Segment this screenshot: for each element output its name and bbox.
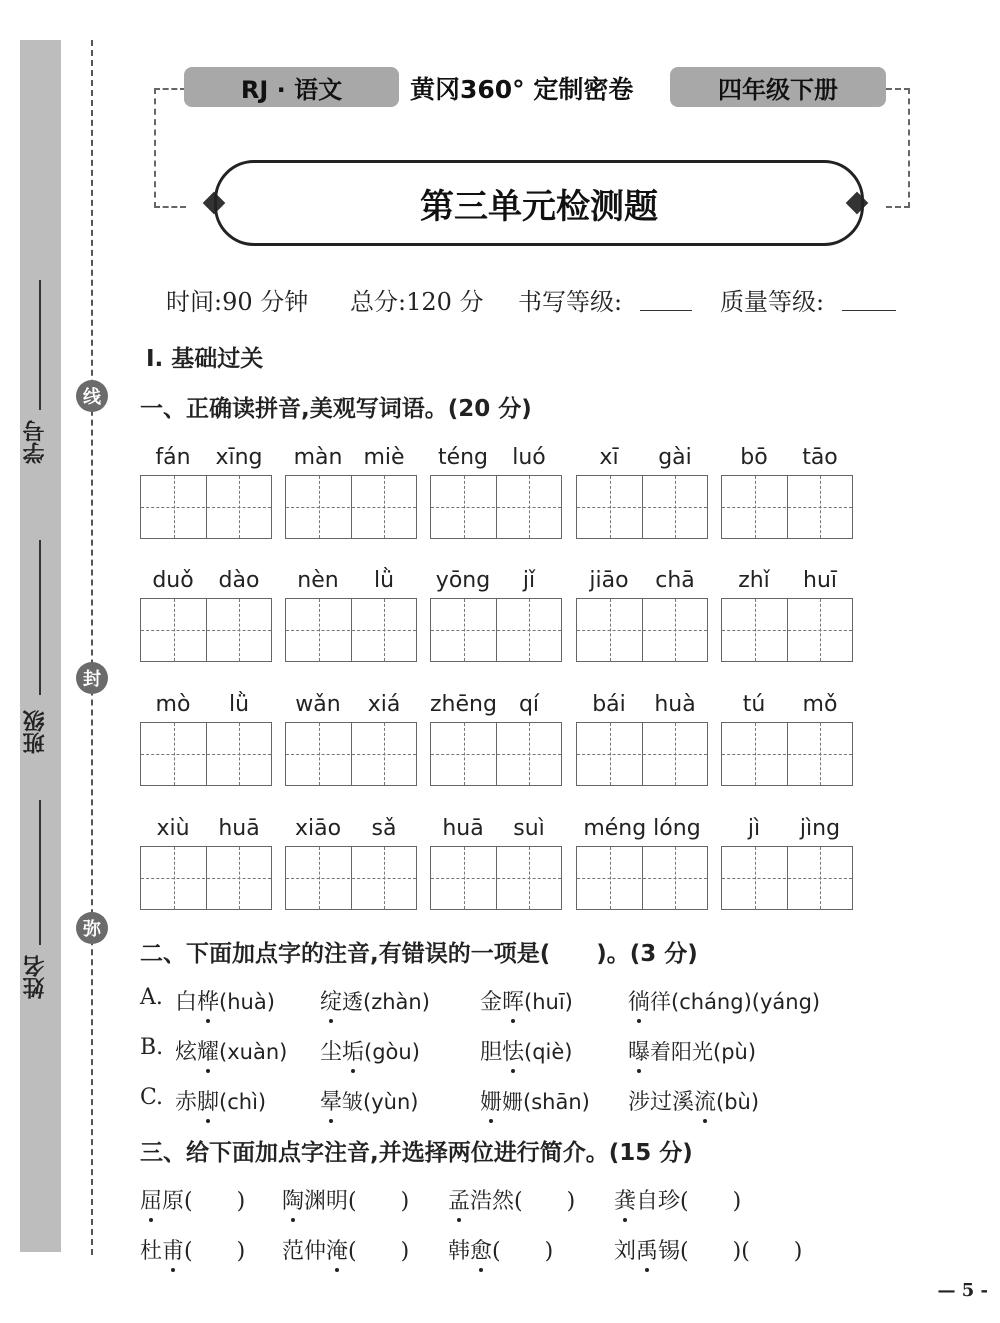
answer-blank[interactable]: 渊明( ) <box>304 1189 410 1214</box>
option-item <box>480 1085 590 1116</box>
poet-name-item[interactable] <box>282 1234 409 1265</box>
writing-box[interactable] <box>285 598 417 662</box>
writing-box[interactable] <box>576 846 708 910</box>
pinyin-annotation: 透(zhàn) <box>342 990 430 1014</box>
dotted-char: 晕 <box>320 1085 342 1116</box>
dotted-char: 脚 <box>197 1085 219 1116</box>
pinyin-label: mǒ <box>802 692 838 717</box>
plain-text: 金 <box>480 990 503 1015</box>
writing-box[interactable] <box>285 846 417 910</box>
plain-text: 赤 <box>175 1090 198 1115</box>
option-item <box>628 1035 756 1066</box>
subject-pill: RJ · 语文 <box>184 67 399 107</box>
writing-box[interactable] <box>721 475 853 539</box>
cut-line <box>91 40 93 1255</box>
dotted-char: 孟 <box>448 1184 470 1215</box>
pinyin-annotation: (qiè) <box>524 1040 573 1064</box>
quality-grade-label: 质量等级: <box>720 288 825 316</box>
option-item <box>628 1085 759 1116</box>
poet-name-item[interactable] <box>614 1234 802 1265</box>
answer-blank[interactable]: 锡( )( ) <box>658 1239 803 1264</box>
option-item <box>628 985 820 1016</box>
pinyin-label: jǐ <box>522 568 536 593</box>
writing-box[interactable] <box>576 475 708 539</box>
plain-text: 涉过溪 <box>628 1090 695 1115</box>
answer-blank[interactable]: ( ) <box>348 1239 410 1264</box>
dotted-char: 姗 <box>480 1085 502 1116</box>
writing-box[interactable] <box>430 846 562 910</box>
option-item <box>175 1035 287 1066</box>
dotted-char: 屈 <box>140 1184 162 1215</box>
time-info: 时间:90 分钟 <box>166 288 309 316</box>
dotted-char: 绽 <box>320 985 342 1016</box>
pinyin-label: huà <box>654 692 696 717</box>
class-label: 班级 <box>23 710 48 754</box>
pinyin-label: duǒ <box>152 568 194 593</box>
pinyin-label: lǜ <box>228 692 250 717</box>
pinyin-label: luó <box>512 445 546 470</box>
name-line <box>39 800 41 945</box>
option-label: B. <box>140 1035 164 1060</box>
pinyin-annotation: 皱(yùn) <box>342 1090 419 1114</box>
pinyin-label: chā <box>655 568 695 593</box>
dotted-char: 徜 <box>628 985 650 1016</box>
question-2-heading: 二、下面加点字的注音,有错误的一项是( )。(3 分) <box>140 941 698 967</box>
dotted-char: 桦 <box>197 985 219 1016</box>
part-heading: Ⅰ. 基础过关 <box>146 346 264 372</box>
option-item <box>175 1085 266 1116</box>
pinyin-label: zhēng <box>430 692 497 717</box>
writing-box[interactable] <box>430 598 562 662</box>
total-score-info: 总分:120 分 <box>350 288 484 316</box>
pinyin-label: xī <box>599 445 619 470</box>
series-title: 黄冈360° 定制密卷 <box>410 75 634 104</box>
pinyin-annotation: 姗(shān) <box>502 1090 590 1114</box>
answer-blank[interactable]: ( ) <box>492 1239 554 1264</box>
pinyin-annotation: (xuàn) <box>219 1040 288 1064</box>
writing-box[interactable] <box>576 722 708 786</box>
pinyin-label: miè <box>363 445 405 470</box>
writing-grade-blank[interactable] <box>640 310 692 311</box>
header-frame-right <box>886 88 910 208</box>
writing-box[interactable] <box>576 598 708 662</box>
option-item <box>320 1035 420 1066</box>
option-label: C. <box>140 1085 164 1110</box>
dotted-char: 垢 <box>342 1035 364 1066</box>
pinyin-annotation: 徉(cháng)(yáng) <box>650 990 821 1014</box>
plain-text: 杜 <box>140 1239 163 1264</box>
pinyin-label: bái <box>592 692 626 717</box>
dotted-char: 龚 <box>614 1184 636 1215</box>
pinyin-label: lǜ <box>373 568 395 593</box>
pinyin-label: wǎn <box>295 692 341 717</box>
writing-box[interactable] <box>140 598 272 662</box>
dotted-char: 愈 <box>470 1234 492 1265</box>
writing-box[interactable] <box>721 598 853 662</box>
poet-name-item[interactable] <box>282 1184 409 1215</box>
dotted-char: 陶 <box>282 1184 304 1215</box>
pinyin-label: huī <box>803 568 837 593</box>
pinyin-label: gài <box>658 445 692 470</box>
plain-text: 炫 <box>175 1040 198 1065</box>
plain-text: 范仲 <box>282 1239 327 1264</box>
poet-name-item[interactable] <box>448 1234 553 1265</box>
pinyin-label: xiāo <box>294 816 342 841</box>
writing-box[interactable] <box>285 722 417 786</box>
answer-blank[interactable]: ( ) <box>184 1239 246 1264</box>
pinyin-label: huā <box>218 816 260 841</box>
answer-blank[interactable]: 原( ) <box>162 1189 246 1214</box>
answer-blank[interactable]: 浩然( ) <box>470 1189 576 1214</box>
pinyin-label: mò <box>155 692 191 717</box>
pinyin-label: nèn <box>297 568 339 593</box>
pinyin-label: qí <box>518 692 540 717</box>
plain-text: 刘 <box>614 1239 637 1264</box>
pinyin-label: xīng <box>215 445 263 470</box>
pinyin-annotation: (gòu) <box>364 1040 420 1064</box>
pinyin-label: bō <box>740 445 768 470</box>
student-number-label: 学号 <box>23 420 48 464</box>
page-number: — 5 - <box>937 1280 988 1301</box>
pinyin-label: méng lóng <box>583 816 701 841</box>
writing-box[interactable] <box>721 722 853 786</box>
pinyin-label: yōng <box>435 568 491 593</box>
pinyin-label: xiá <box>367 692 401 717</box>
plain-text: 胆 <box>480 1040 503 1065</box>
pinyin-label: jìng <box>799 816 841 841</box>
pinyin-label: jiāo <box>589 568 629 593</box>
pinyin-label: fán <box>155 445 191 470</box>
writing-box[interactable] <box>140 722 272 786</box>
question-3-heading: 三、给下面加点字注音,并选择两位进行简介。(15 分) <box>140 1140 693 1166</box>
poet-name-item[interactable] <box>140 1184 245 1215</box>
pinyin-label: màn <box>293 445 343 470</box>
pinyin-label: suì <box>513 816 545 841</box>
option-label: A. <box>140 985 163 1010</box>
option-item <box>320 985 430 1016</box>
grade-pill: 四年级下册 <box>670 67 886 107</box>
seal-feng: 封 <box>76 662 108 694</box>
plain-text: 尘 <box>320 1040 343 1065</box>
dotted-char: 耀 <box>197 1035 219 1066</box>
dotted-char: 禹 <box>636 1234 658 1265</box>
seal-xian: 线 <box>76 380 108 412</box>
writing-box[interactable] <box>140 475 272 539</box>
pinyin-annotation: (huī) <box>524 990 573 1014</box>
dotted-char: 甫 <box>162 1234 184 1265</box>
pinyin-label: xiù <box>156 816 190 841</box>
plain-text: 白 <box>175 990 198 1015</box>
pinyin-label: huā <box>442 816 484 841</box>
seal-mi: 弥 <box>76 912 108 944</box>
dotted-char: 怯 <box>502 1035 524 1066</box>
exam-title: 第三单元检测题 <box>214 160 864 246</box>
writing-grade-label: 书写等级: <box>518 288 623 316</box>
answer-blank[interactable]: 自珍( ) <box>636 1189 742 1214</box>
option-item <box>320 1085 418 1116</box>
pinyin-label: zhǐ <box>738 568 770 593</box>
plain-text: 韩 <box>448 1239 471 1264</box>
writing-box[interactable] <box>430 722 562 786</box>
pinyin-label: tāo <box>802 445 838 470</box>
header-frame-left <box>154 88 186 208</box>
poet-name-item[interactable] <box>614 1184 741 1215</box>
dotted-char: 淹 <box>326 1234 348 1265</box>
pinyin-annotation: 着阳光(pù) <box>650 1040 757 1064</box>
binding-margin <box>20 40 61 1252</box>
quality-grade-blank[interactable] <box>842 310 896 311</box>
dotted-char: 流 <box>694 1085 716 1116</box>
writing-box[interactable] <box>721 846 853 910</box>
poet-name-item[interactable] <box>140 1234 245 1265</box>
pinyin-label: sǎ <box>371 816 397 841</box>
dotted-char: 曝 <box>628 1035 650 1066</box>
pinyin-annotation: (huà) <box>219 990 275 1014</box>
poet-name-item[interactable] <box>448 1184 575 1215</box>
pinyin-label: dào <box>218 568 260 593</box>
class-line <box>39 540 41 695</box>
writing-box[interactable] <box>430 475 562 539</box>
pinyin-label: téng <box>437 445 489 470</box>
student-number-line <box>39 280 41 410</box>
option-item <box>175 985 275 1016</box>
writing-box[interactable] <box>285 475 417 539</box>
option-item <box>480 1035 573 1066</box>
question-1-heading: 一、正确读拼音,美观写词语。(20 分) <box>140 396 532 422</box>
pinyin-annotation: (bù) <box>716 1090 760 1114</box>
dotted-char: 晖 <box>502 985 524 1016</box>
pinyin-label: jì <box>747 816 761 841</box>
writing-box[interactable] <box>140 846 272 910</box>
option-item <box>480 985 573 1016</box>
pinyin-annotation: (chì) <box>219 1090 267 1114</box>
name-label: 姓名 <box>23 955 48 999</box>
pinyin-label: tú <box>742 692 766 717</box>
